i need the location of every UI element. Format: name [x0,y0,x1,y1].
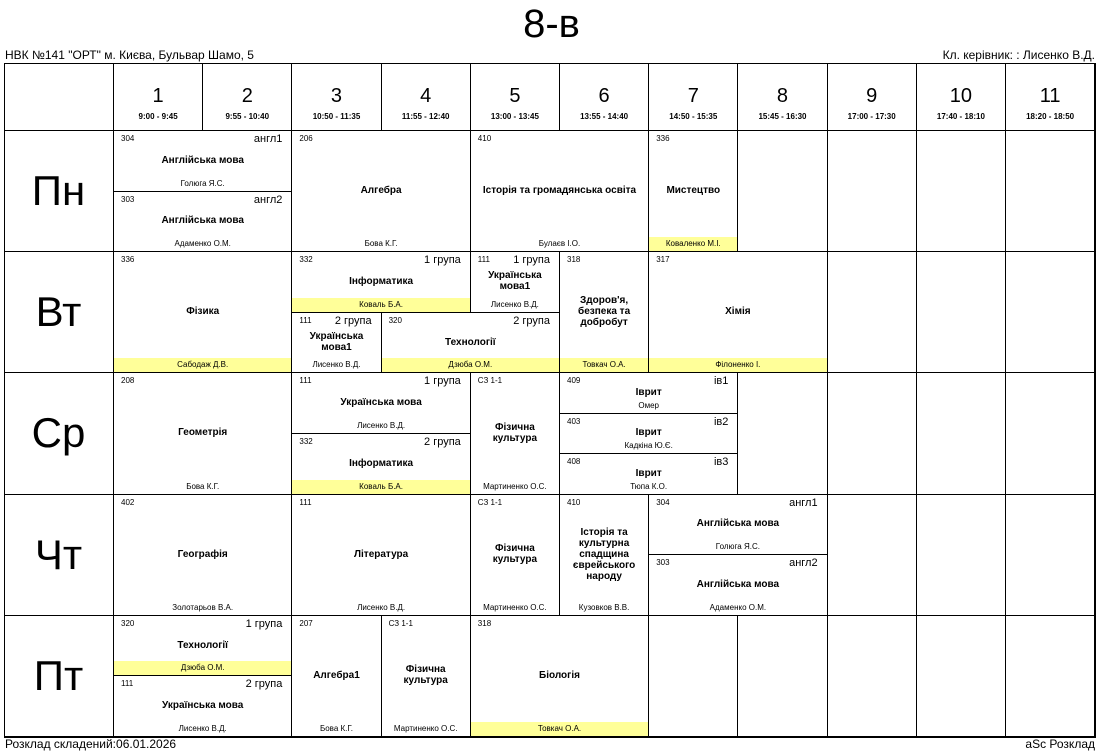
lesson-subject: Технології [177,639,228,651]
period-header [114,64,203,131]
lesson-room: 317 [656,255,670,265]
period-number: 5 [509,85,521,107]
lesson-teacher: Лисенко В.Д. [357,602,406,612]
lesson-subject: Українська мова1 [309,331,364,354]
lesson-teacher: Булаєв І.О. [538,239,581,249]
lesson-card[interactable] [560,454,738,494]
lesson-group: англ2 [253,193,283,206]
period-number: 4 [420,85,432,107]
lesson-teacher: Омер [638,400,659,410]
lesson-teacher: Лисенко В.Д. [490,299,539,309]
period-time: 10:50 - 11:35 [312,112,361,121]
lesson-subject: Хімія [725,306,751,318]
lesson-subject: Англійська мова [696,578,780,590]
lesson-group: 1 група [513,254,550,267]
lesson-room: 304 [656,497,670,507]
lesson-teacher: Лисенко В.Д. [357,420,406,430]
lesson-room: СЗ 1-1 [477,376,503,386]
lesson-subject: Інформатика [349,457,414,469]
period-time: 15:45 - 16:30 [758,112,807,121]
day-header [4,373,114,494]
lesson-teacher: Кузовков В.В. [578,602,630,612]
period-number: 3 [330,85,343,107]
lesson-teacher: Мартиненко О.С. [393,723,458,733]
lesson-group: ів3 [713,456,729,469]
lesson-subject: Фізика [186,306,220,318]
lesson-teacher: Коваль Б.А. [292,480,469,494]
day-label: Пн [31,167,86,215]
period-number: 8 [776,85,789,107]
day-header [4,252,114,373]
lesson-room: 111 [477,255,490,265]
lesson-group: англ1 [789,496,818,509]
empty-slot [917,495,1006,616]
lesson-group: ів1 [713,375,729,388]
lesson-card[interactable] [292,495,470,616]
empty-slot [738,131,827,252]
lesson-card[interactable] [649,131,738,252]
lesson-teacher: Товкач О.А. [560,358,648,372]
header-corner [4,64,114,131]
school-name: НВК №141 "ОРТ" м. Києва, Бульвар Шамо, 5 [5,48,254,62]
lesson-subject: Фізична культура [492,543,538,566]
lesson-card[interactable] [471,373,560,494]
lesson-teacher: Адаменко О.М. [174,239,231,249]
lesson-subject: Іврит [635,467,662,479]
lesson-teacher: Мартиненко О.С. [483,481,547,491]
lesson-subject: Англійська мова [161,154,244,166]
lesson-subject: Технології [444,336,496,348]
lesson-room: 410 [567,497,581,507]
lesson-teacher: Товкач О.А. [471,722,648,736]
class-curator: Кл. керівник: : Лисенко В.Д. [942,48,1095,62]
lesson-teacher: Адаменко О.М. [709,602,767,612]
lesson-card[interactable] [114,131,292,192]
period-number: 2 [241,85,253,107]
period-header [203,64,292,131]
empty-slot [738,616,827,737]
period-header [1006,64,1095,131]
lesson-teacher: Бова К.Г. [364,239,398,249]
lesson-group: англ1 [253,133,283,145]
generated-date: Розклад складений:06.01.2026 [5,737,177,751]
period-number: 7 [687,85,699,107]
period-time: 18:20 - 18:50 [1026,112,1075,121]
empty-slot [917,252,1006,373]
lesson-card[interactable] [649,252,827,373]
lesson-subject: Фізична культура [403,664,448,687]
empty-slot [828,131,917,252]
lesson-teacher: Голюга Я.С. [715,542,760,552]
lesson-room: 303 [121,194,135,204]
lesson-teacher: Лисенко В.Д. [312,360,361,370]
empty-slot [738,373,827,494]
lesson-teacher: Тюпа К.О. [630,481,668,491]
lesson-teacher: Бова К.Г. [319,723,353,733]
period-header [917,64,1006,131]
lesson-room: 206 [299,134,313,143]
period-time: 17:40 - 18:10 [936,112,985,121]
period-number: 10 [949,85,973,107]
lesson-subject: Алгебра [360,185,402,197]
lesson-card[interactable] [471,495,560,616]
lesson-subject: Алгебра1 [313,669,360,681]
lesson-teacher: Дзюба О.М. [114,661,291,675]
lesson-card[interactable] [114,192,292,253]
lesson-group: 1 група [245,617,283,630]
day-header [4,616,114,737]
period-time: 17:00 - 17:30 [847,112,896,121]
empty-slot [1006,616,1095,737]
lesson-room: 304 [121,134,135,143]
empty-slot [828,373,917,494]
empty-slot [1006,252,1095,373]
empty-slot [917,616,1006,737]
lesson-teacher: Голюга Я.С. [180,178,225,188]
lesson-room: 410 [477,134,492,143]
lesson-card[interactable] [560,373,738,413]
lesson-room: 320 [121,618,135,628]
lesson-subject: Англійська мова [161,215,244,227]
lesson-room: 318 [477,618,492,628]
lesson-teacher: Бова К.Г. [186,481,220,491]
lesson-room: 409 [567,376,581,386]
period-number: 9 [866,85,878,107]
period-header [560,64,649,131]
lesson-group: 2 група [334,314,372,327]
lesson-card[interactable] [114,373,292,494]
lesson-room: 402 [121,497,135,507]
lesson-room: 336 [121,255,135,265]
lesson-card[interactable] [114,252,292,373]
period-time: 14:50 - 15:35 [669,112,718,121]
period-time: 9:00 - 9:45 [138,112,178,121]
period-time: 9:55 - 10:40 [225,112,270,121]
lesson-room: 332 [299,255,313,265]
lesson-group: англ2 [789,557,818,570]
lesson-card[interactable] [560,252,649,373]
lesson-group: 2 група [513,314,550,327]
lesson-subject: Фізична культура [492,421,538,444]
lesson-card[interactable] [471,616,649,737]
empty-slot [1006,131,1095,252]
lesson-subject: Інформатика [349,275,414,287]
period-header [292,64,381,131]
day-header [4,131,114,252]
lesson-room: 208 [121,376,135,386]
day-label: Пт [33,651,84,699]
software-credit: aSc Розклад [1025,737,1095,751]
period-header [828,64,917,131]
day-header [4,495,114,616]
lesson-room: 318 [567,255,581,265]
empty-slot [828,252,917,373]
empty-slot [828,495,917,616]
period-header [471,64,560,131]
period-number: 11 [1039,85,1061,107]
lesson-teacher: Коваленко М.І. [649,237,737,251]
lesson-room: 403 [567,416,581,426]
lesson-teacher: Коваль Б.А. [292,298,469,312]
day-label: Чт [34,530,83,578]
lesson-card[interactable] [292,616,381,737]
lesson-card[interactable] [292,434,470,495]
lesson-card[interactable] [560,414,738,454]
lesson-subject: Історія та громадянська освіта [482,185,637,197]
lesson-subject: Іврит [635,427,662,439]
lesson-subject: Українська мова [340,397,422,409]
lesson-card[interactable] [560,495,649,616]
period-header [738,64,827,131]
empty-slot [1006,495,1095,616]
lesson-room: 320 [388,315,402,325]
lesson-teacher: Філоненко І. [649,358,826,372]
lesson-group: 1 група [424,254,461,267]
lesson-room: 408 [567,457,581,467]
period-time: 13:55 - 14:40 [580,112,629,121]
lesson-subject: Українська мова1 [488,270,542,293]
lesson-teacher: Кадкіна Ю.Є. [624,441,673,451]
lesson-room: 336 [656,134,670,143]
lesson-card[interactable] [292,313,381,374]
empty-slot [649,616,738,737]
lesson-subject: Англійська мова [696,518,780,530]
lesson-subject: Література [354,548,409,560]
empty-slot [917,131,1006,252]
lesson-teacher: Золотарьов В.А. [172,602,234,612]
lesson-subject: Історія та культурна спадщина єврейського народу [572,526,636,582]
lesson-subject: Мистецтво [666,185,721,197]
lesson-subject: Іврит [635,387,662,399]
lesson-room: 332 [299,437,313,446]
lesson-card[interactable] [382,616,471,737]
period-time: 11:55 - 12:40 [401,112,450,121]
lesson-subject: Здоров'я, безпека та добробут [578,295,631,329]
lesson-room: 207 [299,618,313,628]
empty-slot [828,616,917,737]
empty-slot [917,373,1006,494]
lesson-card[interactable] [114,495,292,616]
lesson-teacher: Лисенко В.Д. [178,723,227,733]
lesson-room: 303 [656,558,670,568]
lesson-card[interactable] [382,313,560,374]
day-label: Вт [35,288,82,336]
lesson-group: ів2 [713,415,729,428]
lesson-room: 111 [121,679,134,689]
lesson-room: 111 [299,376,312,386]
lesson-card[interactable] [292,131,470,252]
lesson-card[interactable] [292,252,470,313]
lesson-teacher: Мартиненко О.С. [483,602,547,612]
lesson-card[interactable] [471,252,560,313]
lesson-subject: Геометрія [178,427,228,439]
lesson-card[interactable] [649,495,827,556]
lesson-card[interactable] [471,131,649,252]
lesson-teacher: Сабодаж Д.В. [114,358,291,372]
lesson-room: СЗ 1-1 [477,497,503,507]
lesson-card[interactable] [649,555,827,616]
lesson-card[interactable] [292,373,470,434]
lesson-subject: Українська мова [162,700,244,712]
lesson-group: 2 група [245,678,283,691]
lesson-subject: Географія [177,548,228,560]
empty-slot [1006,373,1095,494]
lesson-group: 1 група [424,375,461,388]
lesson-teacher: Дзюба О.М. [382,358,559,372]
day-label: Ср [31,409,86,457]
period-time: 13:00 - 13:45 [490,112,539,121]
period-header [649,64,738,131]
period-header [382,64,471,131]
lesson-subject: Біологія [539,669,580,681]
period-number: 6 [598,85,610,107]
lesson-room: 111 [299,497,312,507]
class-title: 8-в [523,2,580,46]
lesson-card[interactable] [114,676,292,737]
lesson-card[interactable] [114,616,292,677]
period-number: 1 [152,85,164,107]
lesson-group: 2 група [424,436,461,448]
lesson-room: СЗ 1-1 [388,618,413,628]
lesson-room: 111 [299,315,312,325]
